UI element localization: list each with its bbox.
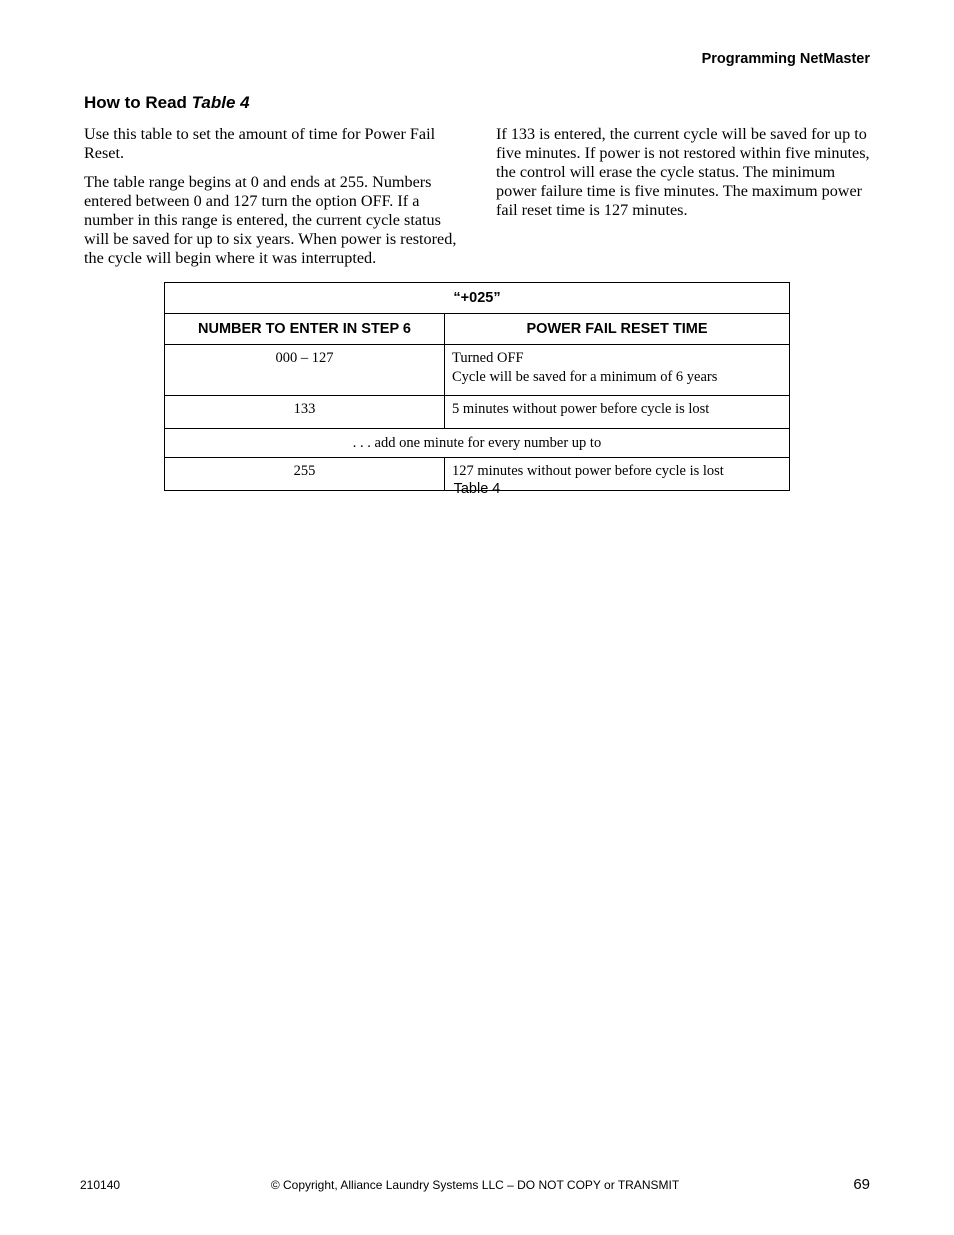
table-reference: Table 4	[191, 93, 250, 112]
right-column	[496, 125, 872, 230]
table-header-row	[165, 314, 790, 345]
table-row	[165, 345, 790, 396]
table-note-row	[165, 429, 790, 458]
copyright-notice: © Copyright, Alliance Laundry Systems LLC – DO NOT COPY or TRANSMIT	[270, 1178, 680, 1192]
paragraph: If 133 is entered, the current cycle will be saved for up to five minutes. If power is not restored within five minutes, the control will erase the cycle status. The minimum power failure time is five minutes. The maximum power fail reset time is 127 minutes.	[496, 125, 870, 219]
page-number: 69	[853, 1176, 870, 1193]
number-cell: 255	[165, 458, 445, 491]
time-cell: 5 minutes without power before cycle is lost	[445, 396, 790, 429]
table-caption: Table 4	[453, 481, 501, 497]
column-header-number: NUMBER TO ENTER IN STEP 6	[165, 314, 445, 345]
time-cell: 127 minutes without power before cycle is lost	[445, 458, 790, 491]
left-column	[84, 125, 460, 278]
table-code-row	[165, 283, 790, 314]
number-cell: 000 – 127	[165, 345, 445, 396]
power-fail-reset-table	[164, 282, 790, 491]
section-heading-prefix: How to Read	[84, 93, 192, 112]
section-heading	[84, 93, 250, 113]
number-cell: 133	[165, 396, 445, 429]
table-note: . . . add one minute for every number up to	[165, 429, 790, 458]
table-row	[165, 396, 790, 429]
paragraph: Use this table to set the amount of time for Power Fail Reset.	[84, 125, 436, 162]
paragraph: The table range begins at 0 and ends at 255. Numbers entered between 0 and 127 turn the option OFF. If a number in this range is entered, the current cycle status will be saved for up to six years. When power is restored, the cycle will begin where it was interrupted.	[84, 173, 457, 267]
running-header: Programming NetMaster	[701, 51, 870, 67]
table-code: “+025”	[165, 283, 790, 314]
time-line: Turned OFF	[452, 350, 524, 366]
time-line: Cycle will be saved for a minimum of 6 years	[452, 369, 718, 385]
time-cell	[445, 345, 790, 396]
document-number: 210140	[80, 1178, 121, 1192]
column-header-time: POWER FAIL RESET TIME	[445, 314, 790, 345]
